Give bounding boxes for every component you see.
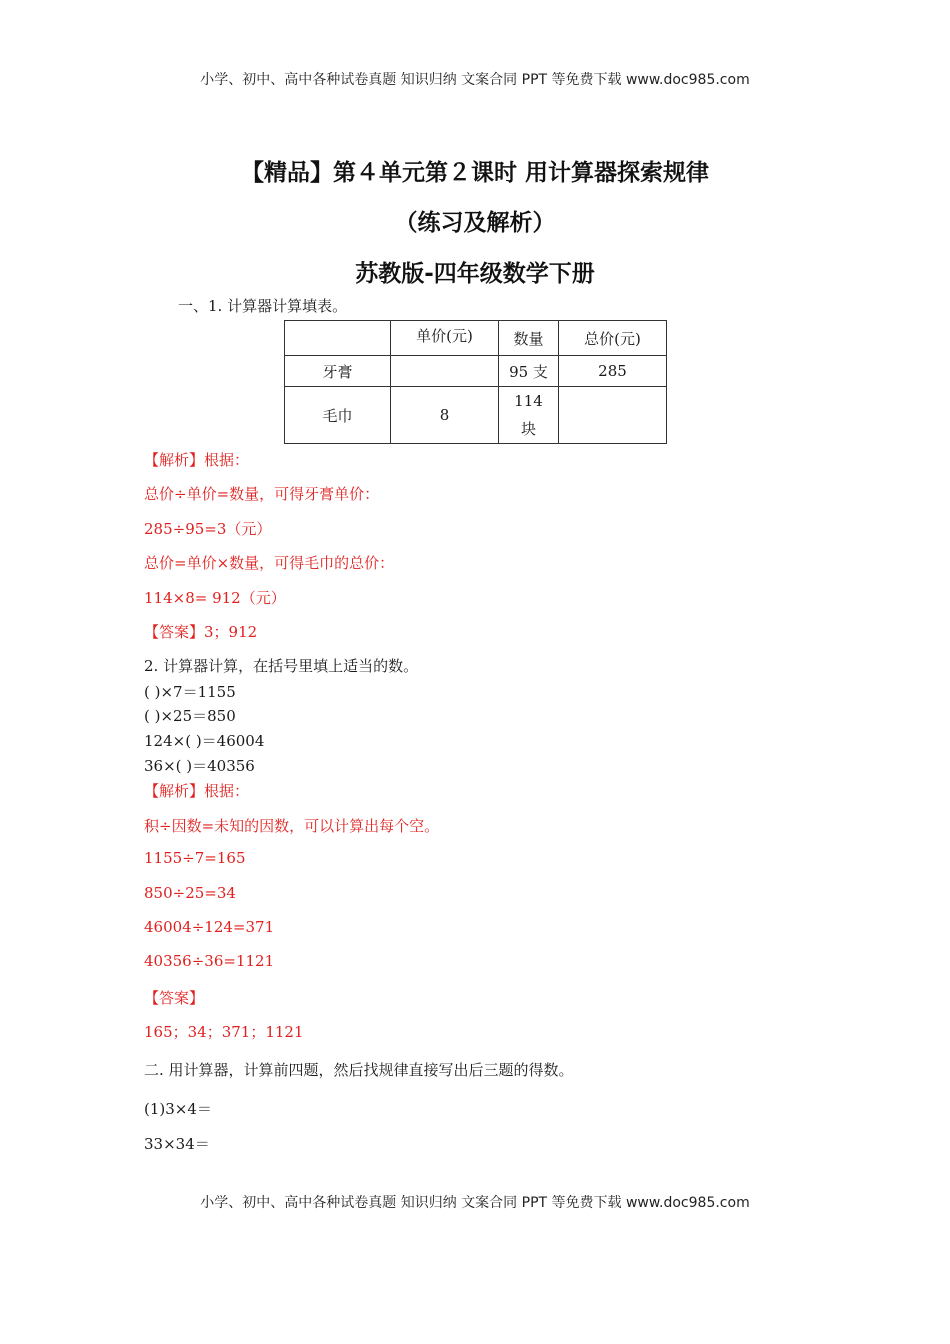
table-cell: 8	[391, 387, 499, 444]
q2-item: ( )×7＝1155	[144, 683, 236, 701]
page-footer: 小学、初中、高中各种试卷真题 知识归纳 文案合同 PPT 等免费下载 www.doc985.com	[200, 1195, 750, 1211]
q2-item: 124×( )＝46004	[144, 732, 265, 750]
q2-prompt: 2. 计算器计算，在括号里填上适当的数。	[144, 657, 419, 675]
section2-prompt: 二. 用计算器，计算前四题，然后找规律直接写出后三题的得数。	[144, 1061, 574, 1079]
q2-analysis-line: 【解析】根据：	[144, 782, 250, 800]
q2-answer-label: 【答案】	[144, 989, 205, 1007]
table-cell: 牙膏	[285, 356, 391, 387]
page-header: 小学、初中、高中各种试卷真题 知识归纳 文案合同 PPT 等免费下载 www.doc985.com	[200, 72, 750, 88]
table-header-cell: 数量	[499, 321, 559, 356]
q2-answer: 165；34；371；1121	[144, 1023, 304, 1041]
section2-item: 33×34＝	[144, 1135, 210, 1153]
q2-analysis-line: 40356÷36=1121	[144, 952, 275, 970]
table-cell: 114 块	[499, 387, 559, 444]
q2-analysis-line: 1155÷7=165	[144, 849, 246, 867]
q2-analysis-line: 46004÷124=371	[144, 918, 275, 936]
table-row	[285, 356, 667, 387]
table-cell	[391, 356, 499, 387]
title-line-1: 【精品】第４单元第２课时 用计算器探索规律	[240, 160, 709, 186]
q1-answer: 【答案】3；912	[144, 623, 258, 641]
table-cell: 95 支	[499, 356, 559, 387]
q1-analysis-line: 285÷95=3（元）	[144, 520, 272, 538]
table-cell: 285	[559, 356, 667, 387]
q1-analysis-line: 总价÷单价=数量，可得牙膏单价：	[144, 485, 380, 503]
title-line-2: （练习及解析）	[394, 210, 556, 236]
q2-analysis-line: 850÷25=34	[144, 884, 236, 902]
q2-analysis-line: 积÷因数=未知的因数，可以计算出每个空。	[144, 817, 440, 835]
table-header-cell: 单价(元)	[391, 321, 499, 356]
q2-item: 36×( )＝40356	[144, 757, 255, 775]
title-line-3: 苏教版-四年级数学下册	[355, 261, 595, 287]
q1-analysis-line: 114×8= 912（元）	[144, 589, 286, 607]
q1-analysis-line: 总价=单价×数量，可得毛巾的总价：	[144, 554, 395, 572]
table-header-row	[285, 321, 667, 356]
table-row	[285, 387, 667, 444]
table-header-cell	[285, 321, 391, 356]
q2-item: ( )×25＝850	[144, 707, 236, 725]
table-cell	[559, 387, 667, 444]
q1-prompt: 一、1. 计算器计算填表。	[178, 297, 348, 315]
q1-analysis-line: 【解析】根据：	[144, 451, 250, 469]
price-table	[284, 320, 667, 444]
section2-item: (1)3×4＝	[144, 1100, 212, 1118]
table-cell: 毛巾	[285, 387, 391, 444]
table-header-cell: 总价(元)	[559, 321, 667, 356]
